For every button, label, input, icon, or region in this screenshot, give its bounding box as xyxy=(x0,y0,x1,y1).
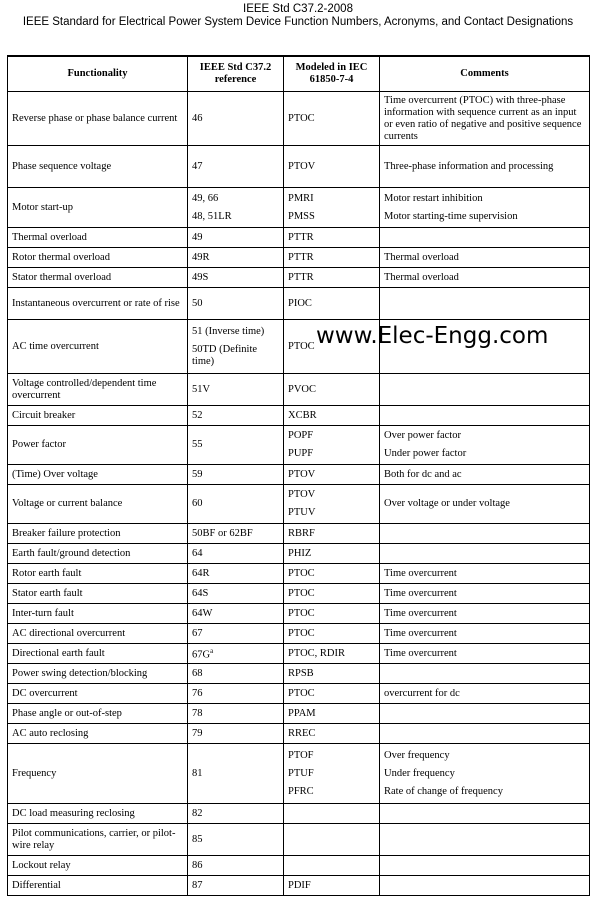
table-row xyxy=(8,485,590,524)
comments-cell xyxy=(380,524,590,544)
iec-model-cell xyxy=(284,824,380,856)
ieee-reference-cell xyxy=(188,824,284,856)
ieee-reference-cell-text: 59 xyxy=(192,468,203,480)
comments-cell-text: Three-phase information and processing xyxy=(384,160,554,172)
functionality-cell: (Time) Over voltage xyxy=(8,465,188,485)
comments-cell xyxy=(380,465,590,485)
functionality-cell: Thermal overload xyxy=(8,228,188,248)
iec-model-cell-line: POPF xyxy=(288,430,314,441)
functionality-cell: Motor start-up xyxy=(8,188,188,228)
ieee-reference-cell xyxy=(188,704,284,724)
functionality-cell: DC load measuring reclosing xyxy=(8,804,188,824)
ieee-reference-cell xyxy=(188,856,284,876)
comments-cell xyxy=(380,288,590,320)
table-row xyxy=(8,664,590,684)
iec-model-cell-text: PTTR xyxy=(288,271,314,283)
table-row xyxy=(8,724,590,744)
ieee-reference-cell xyxy=(188,228,284,248)
table-row xyxy=(8,465,590,485)
iec-model-cell-text: PDIF xyxy=(288,879,311,891)
comments-cell xyxy=(380,564,590,584)
iec-model-cell-line: PTUF xyxy=(288,767,314,779)
ieee-reference-cell-text: 51V xyxy=(192,383,211,395)
comments-cell-text: Time overcurrent (PTOC) with three-phase information with sequence current as an input or even ratio of negative and positive sequence currents xyxy=(384,94,582,142)
table-row xyxy=(8,876,590,896)
comments-cell xyxy=(380,146,590,188)
table-row xyxy=(8,624,590,644)
comments-cell xyxy=(380,704,590,724)
ieee-reference-cell-line: 50TD (Definite time) xyxy=(192,343,258,367)
ieee-reference-cell-text: 78 xyxy=(192,707,203,719)
iec-model-cell-text: PTOC xyxy=(288,587,315,599)
iec-model-cell xyxy=(284,664,380,684)
column-header-comments: Comments xyxy=(380,56,590,92)
comments-cell xyxy=(380,664,590,684)
ieee-reference-cell xyxy=(188,426,284,465)
iec-model-cell xyxy=(284,856,380,876)
ieee-reference-cell-text: 82 xyxy=(192,807,203,819)
ieee-reference-cell xyxy=(188,684,284,704)
iec-model-cell xyxy=(284,406,380,426)
functionality-cell: Frequency xyxy=(8,744,188,804)
comments-cell-text: Time overcurrent xyxy=(384,607,457,619)
comments-cell xyxy=(380,485,590,524)
functionality-cell: Earth fault/ground detection xyxy=(8,544,188,564)
iec-model-cell xyxy=(284,644,380,664)
iec-model-cell-text: PTOC xyxy=(288,112,315,124)
iec-model-cell-text: PTTR xyxy=(288,251,314,263)
ieee-reference-cell-text: 49S xyxy=(192,271,209,283)
comments-cell-text: Thermal overload xyxy=(384,251,459,263)
functionality-cell: Phase sequence voltage xyxy=(8,146,188,188)
ieee-reference-cell-text: 86 xyxy=(192,859,203,871)
comments-cell-text: overcurrent for dc xyxy=(384,687,460,699)
functionality-cell: Power swing detection/blocking xyxy=(8,664,188,684)
comments-cell-line: Over frequency xyxy=(384,749,450,761)
ieee-reference-cell-line: 49, 66 xyxy=(192,192,219,204)
ieee-reference-cell xyxy=(188,374,284,406)
ieee-reference-cell-text: 67 xyxy=(192,627,203,639)
comments-cell xyxy=(380,644,590,664)
iec-model-cell-text: PTOC xyxy=(288,607,315,619)
table-row xyxy=(8,544,590,564)
comments-cell xyxy=(380,188,590,228)
iec-model-cell-text: PVOC xyxy=(288,383,317,395)
comments-cell xyxy=(380,624,590,644)
table-row xyxy=(8,406,590,426)
functionality-cell: Circuit breaker xyxy=(8,406,188,426)
table-row xyxy=(8,524,590,544)
comments-cell-text: Time overcurrent xyxy=(384,567,457,579)
comments-cell xyxy=(380,804,590,824)
comments-cell-text: Time overcurrent xyxy=(384,587,457,599)
functionality-cell: Stator thermal overload xyxy=(8,268,188,288)
table-header-row xyxy=(8,56,590,92)
functionality-cell: Power factor xyxy=(8,426,188,465)
comments-cell-line: Motor starting-time supervision xyxy=(384,210,518,222)
ieee-reference-cell xyxy=(188,584,284,604)
comments-cell xyxy=(380,426,590,465)
iec-model-cell-text: PTOV xyxy=(288,468,316,480)
iec-model-cell-line: PTUV xyxy=(288,507,316,518)
iec-model-cell-text: PPAM xyxy=(288,707,316,719)
ieee-reference-cell-text: 52 xyxy=(192,409,203,421)
ieee-reference-cell xyxy=(188,544,284,564)
ieee-reference-cell-text: 55 xyxy=(192,439,203,450)
iec-model-cell xyxy=(284,724,380,744)
ieee-reference-cell-text: 46 xyxy=(192,112,203,124)
table-row xyxy=(8,92,590,146)
ieee-reference-cell-text: 47 xyxy=(192,160,203,172)
table-row xyxy=(8,268,590,288)
iec-model-cell-text: RPSB xyxy=(288,667,314,679)
iec-model-cell xyxy=(284,744,380,804)
functionality-cell: Lockout relay xyxy=(8,856,188,876)
ieee-reference-cell-text: 85 xyxy=(192,833,203,845)
comments-cell xyxy=(380,824,590,856)
comments-cell-line: Rate of change of frequency xyxy=(384,785,503,797)
table-row xyxy=(8,374,590,406)
iec-model-cell-text: RBRF xyxy=(288,527,315,539)
table-row xyxy=(8,856,590,876)
iec-model-cell-text: PTOC xyxy=(288,567,315,579)
comments-cell xyxy=(380,744,590,804)
table-row xyxy=(8,584,590,604)
table-row xyxy=(8,644,590,664)
functionality-cell: DC overcurrent xyxy=(8,684,188,704)
iec-model-cell xyxy=(284,564,380,584)
table-row xyxy=(8,684,590,704)
comments-cell xyxy=(380,584,590,604)
functionality-cell: Differential xyxy=(8,876,188,896)
iec-model-cell xyxy=(284,684,380,704)
iec-model-cell-line: PMRI xyxy=(288,192,314,204)
table-body xyxy=(8,92,590,896)
iec-model-cell-text: PHIZ xyxy=(288,547,312,559)
iec-model-cell-text: PTOV xyxy=(288,160,316,172)
iec-model-cell-line: PFRC xyxy=(288,785,314,797)
iec-model-cell-text: RREC xyxy=(288,727,316,739)
iec-model-cell xyxy=(284,228,380,248)
iec-model-cell xyxy=(284,604,380,624)
watermark-text: www.Elec-Engg.com xyxy=(316,323,549,349)
ieee-reference-cell xyxy=(188,320,284,374)
iec-model-cell-line: PTOV xyxy=(288,489,316,500)
table-row xyxy=(8,564,590,584)
comments-cell xyxy=(380,604,590,624)
ieee-reference-cell xyxy=(188,644,284,664)
comments-cell xyxy=(380,684,590,704)
ieee-reference-cell xyxy=(188,744,284,804)
comments-cell-text: Over voltage or under voltage xyxy=(384,498,510,509)
ieee-reference-cell xyxy=(188,524,284,544)
page-header-title: IEEE Standard for Electrical Power System Device Function Numbers, Acronyms, and Contact Designations xyxy=(22,16,574,28)
functionality-cell: Stator earth fault xyxy=(8,584,188,604)
ieee-reference-cell xyxy=(188,664,284,684)
comments-cell xyxy=(380,724,590,744)
footnote-marker: a xyxy=(210,647,214,656)
comments-cell-line: Motor restart inhibition xyxy=(384,192,483,204)
table-row xyxy=(8,744,590,804)
comments-cell-line: Under power factor xyxy=(384,448,467,459)
column-header-ieee-reference: IEEE Std C37.2 reference xyxy=(188,56,284,92)
ieee-reference-cell-text: 64 xyxy=(192,547,203,559)
ieee-reference-cell xyxy=(188,804,284,824)
ieee-reference-cell-text: 60 xyxy=(192,498,203,509)
iec-model-cell xyxy=(284,92,380,146)
column-header-functionality: Functionality xyxy=(8,56,188,92)
functionality-cell: AC time overcurrent xyxy=(8,320,188,374)
table-row xyxy=(8,426,590,465)
table-row xyxy=(8,248,590,268)
iec-model-cell-text: XCBR xyxy=(288,409,317,421)
ieee-reference-cell xyxy=(188,188,284,228)
table-row xyxy=(8,188,590,228)
iec-model-cell-line: PTOF xyxy=(288,749,314,761)
ieee-reference-cell-text: 50BF or 62BF xyxy=(192,527,253,539)
functionality-cell: Voltage or current balance xyxy=(8,485,188,524)
functionality-cell: Reverse phase or phase balance current xyxy=(8,92,188,146)
functionality-cell: Pilot communications, carrier, or pilot-wire relay xyxy=(8,824,188,856)
functionality-cell: Voltage controlled/dependent time overcurrent xyxy=(8,374,188,406)
ieee-reference-cell-text: 76 xyxy=(192,687,203,699)
ieee-reference-cell xyxy=(188,406,284,426)
iec-model-cell xyxy=(284,146,380,188)
ieee-reference-cell-text: 64R xyxy=(192,567,210,579)
ieee-reference-cell xyxy=(188,876,284,896)
ieee-reference-cell-line: 51 (Inverse time) xyxy=(192,325,265,337)
ieee-reference-cell xyxy=(188,485,284,524)
function-mapping-table xyxy=(7,55,590,896)
functionality-cell: AC auto reclosing xyxy=(8,724,188,744)
comments-cell xyxy=(380,228,590,248)
comments-cell xyxy=(380,268,590,288)
comments-cell-text: Both for dc and ac xyxy=(384,468,462,480)
ieee-reference-cell-text: 64S xyxy=(192,587,209,599)
functionality-cell: Rotor thermal overload xyxy=(8,248,188,268)
table-row xyxy=(8,824,590,856)
functionality-cell: Breaker failure protection xyxy=(8,524,188,544)
functionality-cell: AC directional overcurrent xyxy=(8,624,188,644)
functionality-cell: Phase angle or out-of-step xyxy=(8,704,188,724)
iec-model-cell xyxy=(284,524,380,544)
iec-model-cell xyxy=(284,426,380,465)
iec-model-cell xyxy=(284,465,380,485)
comments-cell-text: Thermal overload xyxy=(384,271,459,283)
ieee-reference-cell xyxy=(188,248,284,268)
comments-cell-line: Under frequency xyxy=(384,767,455,779)
comments-cell xyxy=(380,92,590,146)
comments-cell xyxy=(380,248,590,268)
iec-model-cell-text: PTOC xyxy=(288,687,315,699)
page-header-standard-number: IEEE Std C37.2-2008 xyxy=(243,3,353,15)
ieee-reference-cell-text: 49 xyxy=(192,231,203,243)
iec-model-cell-text: PTOC xyxy=(288,340,315,352)
iec-model-cell xyxy=(284,804,380,824)
iec-model-cell xyxy=(284,876,380,896)
iec-model-cell-text: PIOC xyxy=(288,297,312,309)
comments-cell xyxy=(380,544,590,564)
table-row xyxy=(8,146,590,188)
ieee-reference-cell xyxy=(188,564,284,584)
iec-model-cell-text: PTOC xyxy=(288,627,315,639)
iec-model-cell xyxy=(284,268,380,288)
ieee-reference-cell xyxy=(188,146,284,188)
table-row xyxy=(8,604,590,624)
comments-cell xyxy=(380,876,590,896)
comments-cell xyxy=(380,406,590,426)
functionality-cell: Instantaneous overcurrent or rate of rise xyxy=(8,288,188,320)
comments-cell xyxy=(380,856,590,876)
comments-cell-text: Time overcurrent xyxy=(384,627,457,639)
table-row xyxy=(8,288,590,320)
iec-model-cell xyxy=(284,584,380,604)
table-row xyxy=(8,704,590,724)
ieee-reference-cell xyxy=(188,465,284,485)
iec-model-cell xyxy=(284,374,380,406)
column-header-iec-model: Modeled in IEC 61850-7-4 xyxy=(284,56,380,92)
comments-cell xyxy=(380,374,590,406)
ieee-reference-cell xyxy=(188,604,284,624)
comments-cell-text: Time overcurrent xyxy=(384,647,457,659)
ieee-reference-cell-text: 87 xyxy=(192,879,203,891)
ieee-reference-cell-text: 67G xyxy=(192,649,211,661)
table-row xyxy=(8,804,590,824)
ieee-reference-cell xyxy=(188,288,284,320)
ieee-reference-cell-text: 79 xyxy=(192,727,203,739)
iec-model-cell-text: PTOC, RDIR xyxy=(288,647,345,659)
ieee-reference-cell xyxy=(188,268,284,288)
ieee-reference-cell-text: 50 xyxy=(192,297,203,309)
iec-model-cell xyxy=(284,704,380,724)
iec-model-cell xyxy=(284,624,380,644)
ieee-reference-cell-line: 48, 51LR xyxy=(192,210,232,222)
iec-model-cell xyxy=(284,188,380,228)
iec-model-cell xyxy=(284,544,380,564)
ieee-reference-cell-text: 64W xyxy=(192,607,213,619)
functionality-cell: Inter-turn fault xyxy=(8,604,188,624)
ieee-reference-cell-text: 68 xyxy=(192,667,203,679)
iec-model-cell xyxy=(284,485,380,524)
functionality-cell: Directional earth fault xyxy=(8,644,188,664)
iec-model-cell-line: PMSS xyxy=(288,210,315,222)
iec-model-cell-line: PUPF xyxy=(288,448,314,459)
iec-model-cell-text: PTTR xyxy=(288,231,314,243)
iec-model-cell xyxy=(284,288,380,320)
ieee-reference-cell xyxy=(188,724,284,744)
ieee-reference-cell-text: 81 xyxy=(192,767,203,779)
iec-model-cell xyxy=(284,248,380,268)
ieee-reference-cell xyxy=(188,92,284,146)
table-row xyxy=(8,228,590,248)
comments-cell-line: Over power factor xyxy=(384,430,461,441)
ieee-reference-cell-text: 49R xyxy=(192,251,210,263)
ieee-reference-cell xyxy=(188,624,284,644)
functionality-cell: Rotor earth fault xyxy=(8,564,188,584)
